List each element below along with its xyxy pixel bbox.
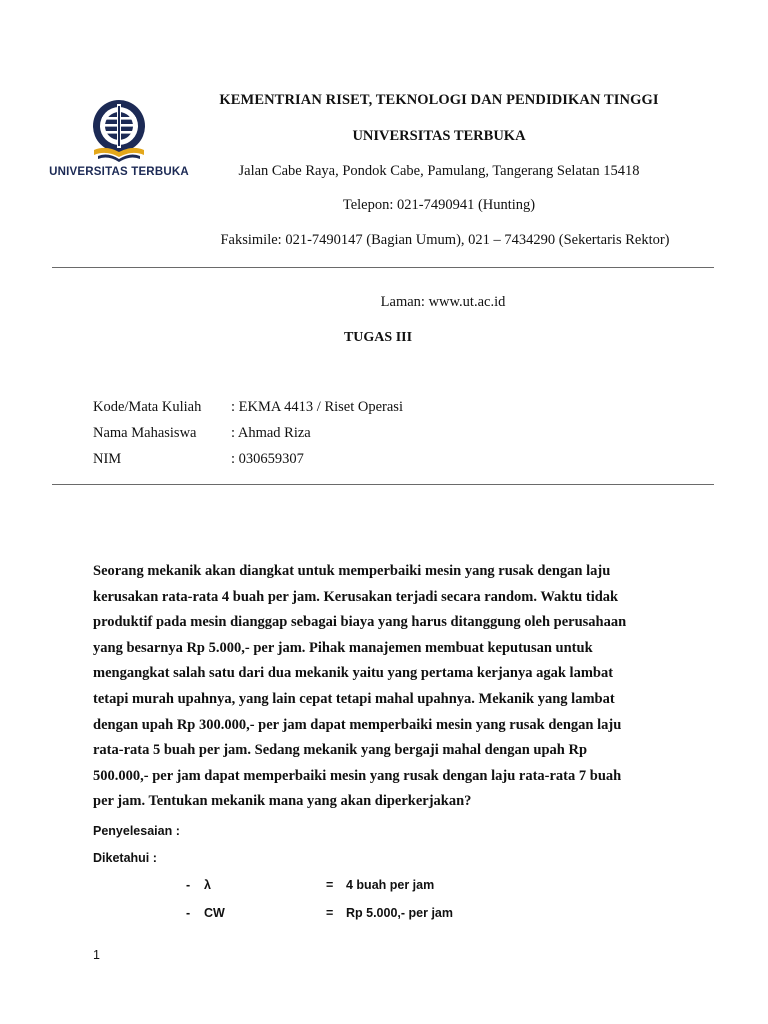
logo-text: UNIVERSITAS TERBUKA bbox=[49, 166, 189, 178]
known-symbol: CW bbox=[204, 906, 225, 920]
problem-line: 500.000,- per jam dapat memperbaiki mesin yang rusak dengan laju rata-rata 7 buah bbox=[93, 767, 622, 784]
task-title: TUGAS III bbox=[343, 330, 413, 345]
university-emblem-icon bbox=[88, 98, 150, 164]
solution-heading: Penyelesaian : bbox=[93, 824, 180, 838]
university-name: UNIVERSITAS TERBUKA bbox=[352, 128, 526, 144]
info-value: : EKMA 4413 / Riset Operasi bbox=[231, 399, 403, 415]
problem-line: Seorang mekanik akan diangkat untuk memperbaiki mesin yang rusak dengan laju bbox=[93, 563, 611, 579]
page-number: 1 bbox=[93, 948, 100, 962]
problem-line: tetapi murah upahnya, yang lain cepat tetapi mahal upahnya. Mekanik yang lambat bbox=[93, 690, 615, 707]
info-row-nim bbox=[93, 451, 304, 468]
info-label: Nama Mahasiswa bbox=[93, 425, 197, 441]
phone-line: Telepon: 021-7490941 (Hunting) bbox=[342, 197, 536, 213]
problem-line: dengan upah Rp 300.000,- per jam dapat memperbaiki mesin yang rusak dengan laju bbox=[93, 716, 622, 733]
header-divider bbox=[52, 267, 714, 268]
problem-line: kerusakan rata-rata 4 buah per jam. Kerusakan terjadi secara random. Waktu tidak bbox=[93, 588, 619, 605]
known-heading: Diketahui : bbox=[93, 851, 157, 865]
ministry-name: KEMENTRIAN RISET, TEKNOLOGI DAN PENDIDIKAN TINGGI bbox=[219, 92, 659, 108]
problem-line: mengangkat salah satu dari dua mekanik yaitu yang pertama kerjanya agak lambat bbox=[93, 665, 614, 682]
info-label: Kode/Mata Kuliah bbox=[93, 399, 202, 415]
problem-line: per jam. Tentukan mekanik mana yang akan diperkerjakan? bbox=[93, 793, 472, 810]
problem-line: produktif pada mesin dianggap sebagai biaya yang harus ditanggung oleh perusahaan bbox=[93, 614, 627, 631]
info-row-course bbox=[93, 399, 403, 416]
equals-sign: = bbox=[326, 906, 334, 920]
equals-sign: = bbox=[326, 878, 334, 892]
problem-statement bbox=[93, 559, 683, 815]
website-line: Laman: www.ut.ac.id bbox=[380, 294, 506, 310]
known-item-lambda bbox=[186, 878, 434, 892]
university-logo bbox=[48, 98, 190, 178]
address-line: Jalan Cabe Raya, Pondok Cabe, Pamulang, Tangerang Selatan 15418 bbox=[238, 163, 640, 179]
info-label: NIM bbox=[93, 451, 122, 467]
list-dash: - bbox=[186, 878, 191, 892]
fax-line: Faksimile: 021-7490147 (Bagian Umum), 021 – 7434290 (Sekertaris Rektor) bbox=[220, 232, 670, 248]
problem-line: yang besarnya Rp 5.000,- per jam. Pihak manajemen membuat keputusan untuk bbox=[93, 639, 593, 656]
info-value: : 030659307 bbox=[231, 451, 304, 467]
known-value: Rp 5.000,- per jam bbox=[346, 906, 453, 920]
info-row-student-name bbox=[93, 425, 311, 442]
info-divider bbox=[52, 484, 714, 485]
problem-line: rata-rata 5 buah per jam. Sedang mekanik yang bergaji mahal dengan upah Rp bbox=[93, 742, 588, 759]
known-value: 4 buah per jam bbox=[346, 878, 435, 892]
info-value: : Ahmad Riza bbox=[231, 425, 311, 441]
known-symbol: λ bbox=[204, 878, 211, 892]
known-item-cw bbox=[186, 906, 453, 920]
list-dash: - bbox=[186, 906, 191, 920]
